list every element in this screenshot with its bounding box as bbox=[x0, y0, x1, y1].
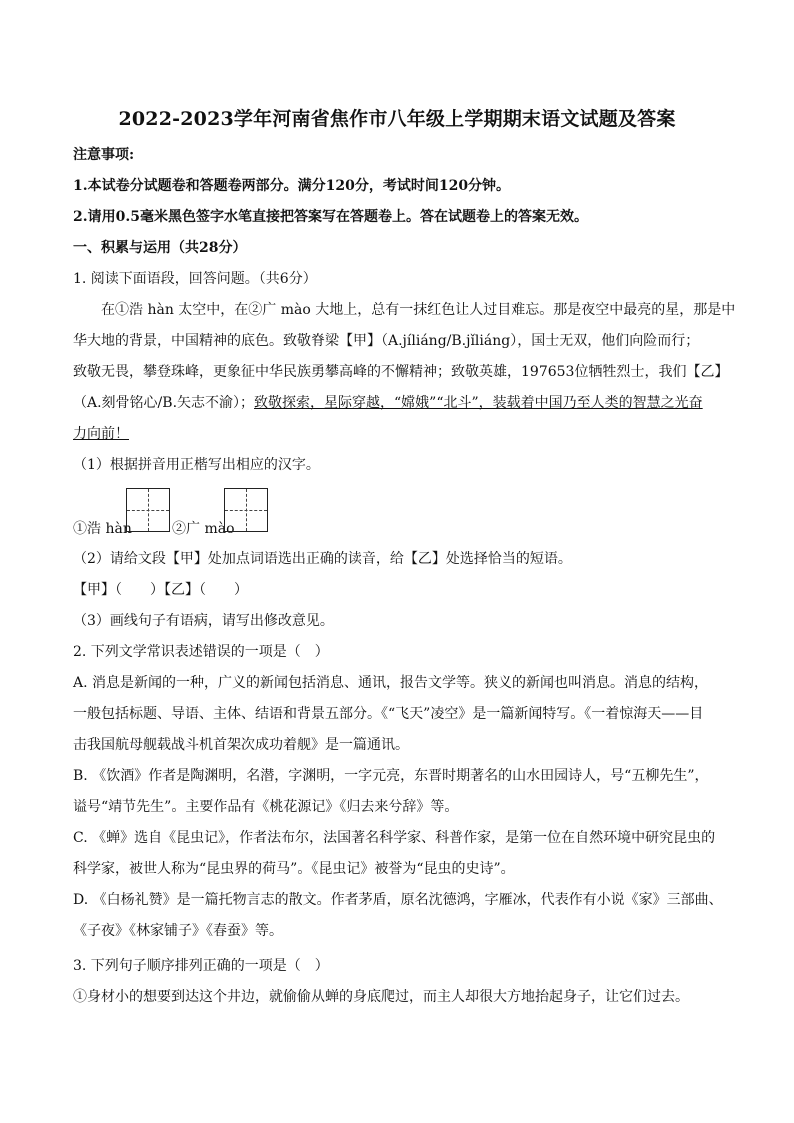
q2-option-d: D. 《白杨礼赞》是一篇托物言志的散文。作者茅盾，原名沈德鸿，字雁冰，代表作有小说《家》三部曲、 bbox=[73, 892, 723, 908]
q2-option-a-cont: 一般包括标题、导语、主体、结语和背景五部分。《“飞天”凌空》是一篇新闻特写。《一着惊海天——目 bbox=[73, 706, 704, 722]
q1-passage-line: 在①浩 hàn 太空中，在②广 mào 大地上，总有一抹红色让人过目难忘。那是夜空中最亮的星，那是中 bbox=[101, 302, 736, 318]
note-2: 2.请用0.5毫米黑色签字水笔直接把答案写在答题卷上。答在试题卷上的答案无效。 bbox=[73, 209, 588, 225]
q1-sub2-answer[interactable]: 【甲】（ ）【乙】（ ） bbox=[73, 582, 248, 598]
q1-sub1: （1）根据拼音用正楷写出相应的汉字。 bbox=[73, 457, 320, 473]
q2-option-d-cont: 《子夜》《林家铺子》《春蚕》等。 bbox=[73, 923, 283, 939]
q1-passage-line bbox=[73, 394, 703, 412]
q2-option-b-cont: 谥号“靖节先生”。主要作品有《桃花源记》《归去来兮辞》等。 bbox=[73, 799, 459, 815]
q1-stem: 1. 阅读下面语段，回答问题。（共6分） bbox=[73, 271, 317, 287]
page-title: 2022-2023学年河南省焦作市八年级上学期期末语文试题及答案 bbox=[118, 108, 676, 130]
q2-option-c-cont: 科学家，被世人称为“昆虫界的荷马”。《昆虫记》被誉为“昆虫的史诗”。 bbox=[73, 861, 515, 877]
blank2-label: ②广 mào bbox=[172, 521, 235, 537]
q3-sentence-1: ①身材小的想要到达这个井边，就偷偷从蝉的身底爬过，而主人却很大方地抬起身子，让它们过去。 bbox=[73, 989, 689, 1005]
q2-option-a-cont: 击我国航母舰载战斗机首架次成功着舰》是一篇通讯。 bbox=[73, 737, 409, 753]
notes-heading: 注意事项: bbox=[73, 147, 135, 163]
q1-sub3: （3）画线句子有语病，请写出修改意见。 bbox=[73, 613, 334, 629]
q3-stem: 3. 下列句子顺序排列正确的一项是（ ） bbox=[73, 958, 329, 974]
q2-option-a: A. 消息是新闻的一种，广义的新闻包括消息、通讯，报告文学等。狭义的新闻也叫消息。消息的结构， bbox=[73, 675, 709, 691]
q1-sub2: （2）请给文段【甲】处加点词语选出正确的读音，给【乙】处选择恰当的短语。 bbox=[73, 551, 572, 567]
q2-option-c: C. 《蝉》选自《昆虫记》，作者法布尔，法国著名科学家、科普作家，是第一位在自然环境中研究昆虫的 bbox=[73, 830, 716, 846]
writing-grid-2[interactable] bbox=[224, 488, 268, 532]
writing-grid-1[interactable] bbox=[126, 488, 170, 532]
note-1: 1.本试卷分试题卷和答题卷两部分。满分120分，考试时间120分钟。 bbox=[73, 178, 511, 194]
q1-passage-segment: （A.刻骨铭心/B.矢志不渝）； bbox=[73, 395, 255, 411]
q1-passage-line: 致敬无畏，攀登珠峰，更象征中华民族勇攀高峰的不懈精神；致敬英雄，197653位牺牲烈士，我们【乙】 bbox=[73, 364, 729, 380]
q2-option-b: B. 《饮酒》作者是陶渊明，名潜，字渊明，一字元亮，东晋时期著名的山水田园诗人，号“五柳先生”， bbox=[73, 768, 709, 784]
q2-stem: 2. 下列文学常识表述错误的一项是（ ） bbox=[73, 644, 329, 660]
blank1-label: ①浩 hàn bbox=[73, 521, 132, 537]
q1-passage-line: 华大地的背景，中国精神的底色。致敬脊梁【甲】（A.jíliáng/B.jǐliáng），国士无双，他们向险而行； bbox=[73, 333, 700, 349]
section-heading: 一、积累与运用（共28分） bbox=[73, 240, 247, 256]
underlined-sentence: 致敬探索，星际穿越，“嫦娥”“北斗”，装载着中国乃至人类的智慧之光奋 bbox=[254, 395, 703, 411]
underlined-sentence-end: 力向前！ bbox=[73, 426, 129, 442]
